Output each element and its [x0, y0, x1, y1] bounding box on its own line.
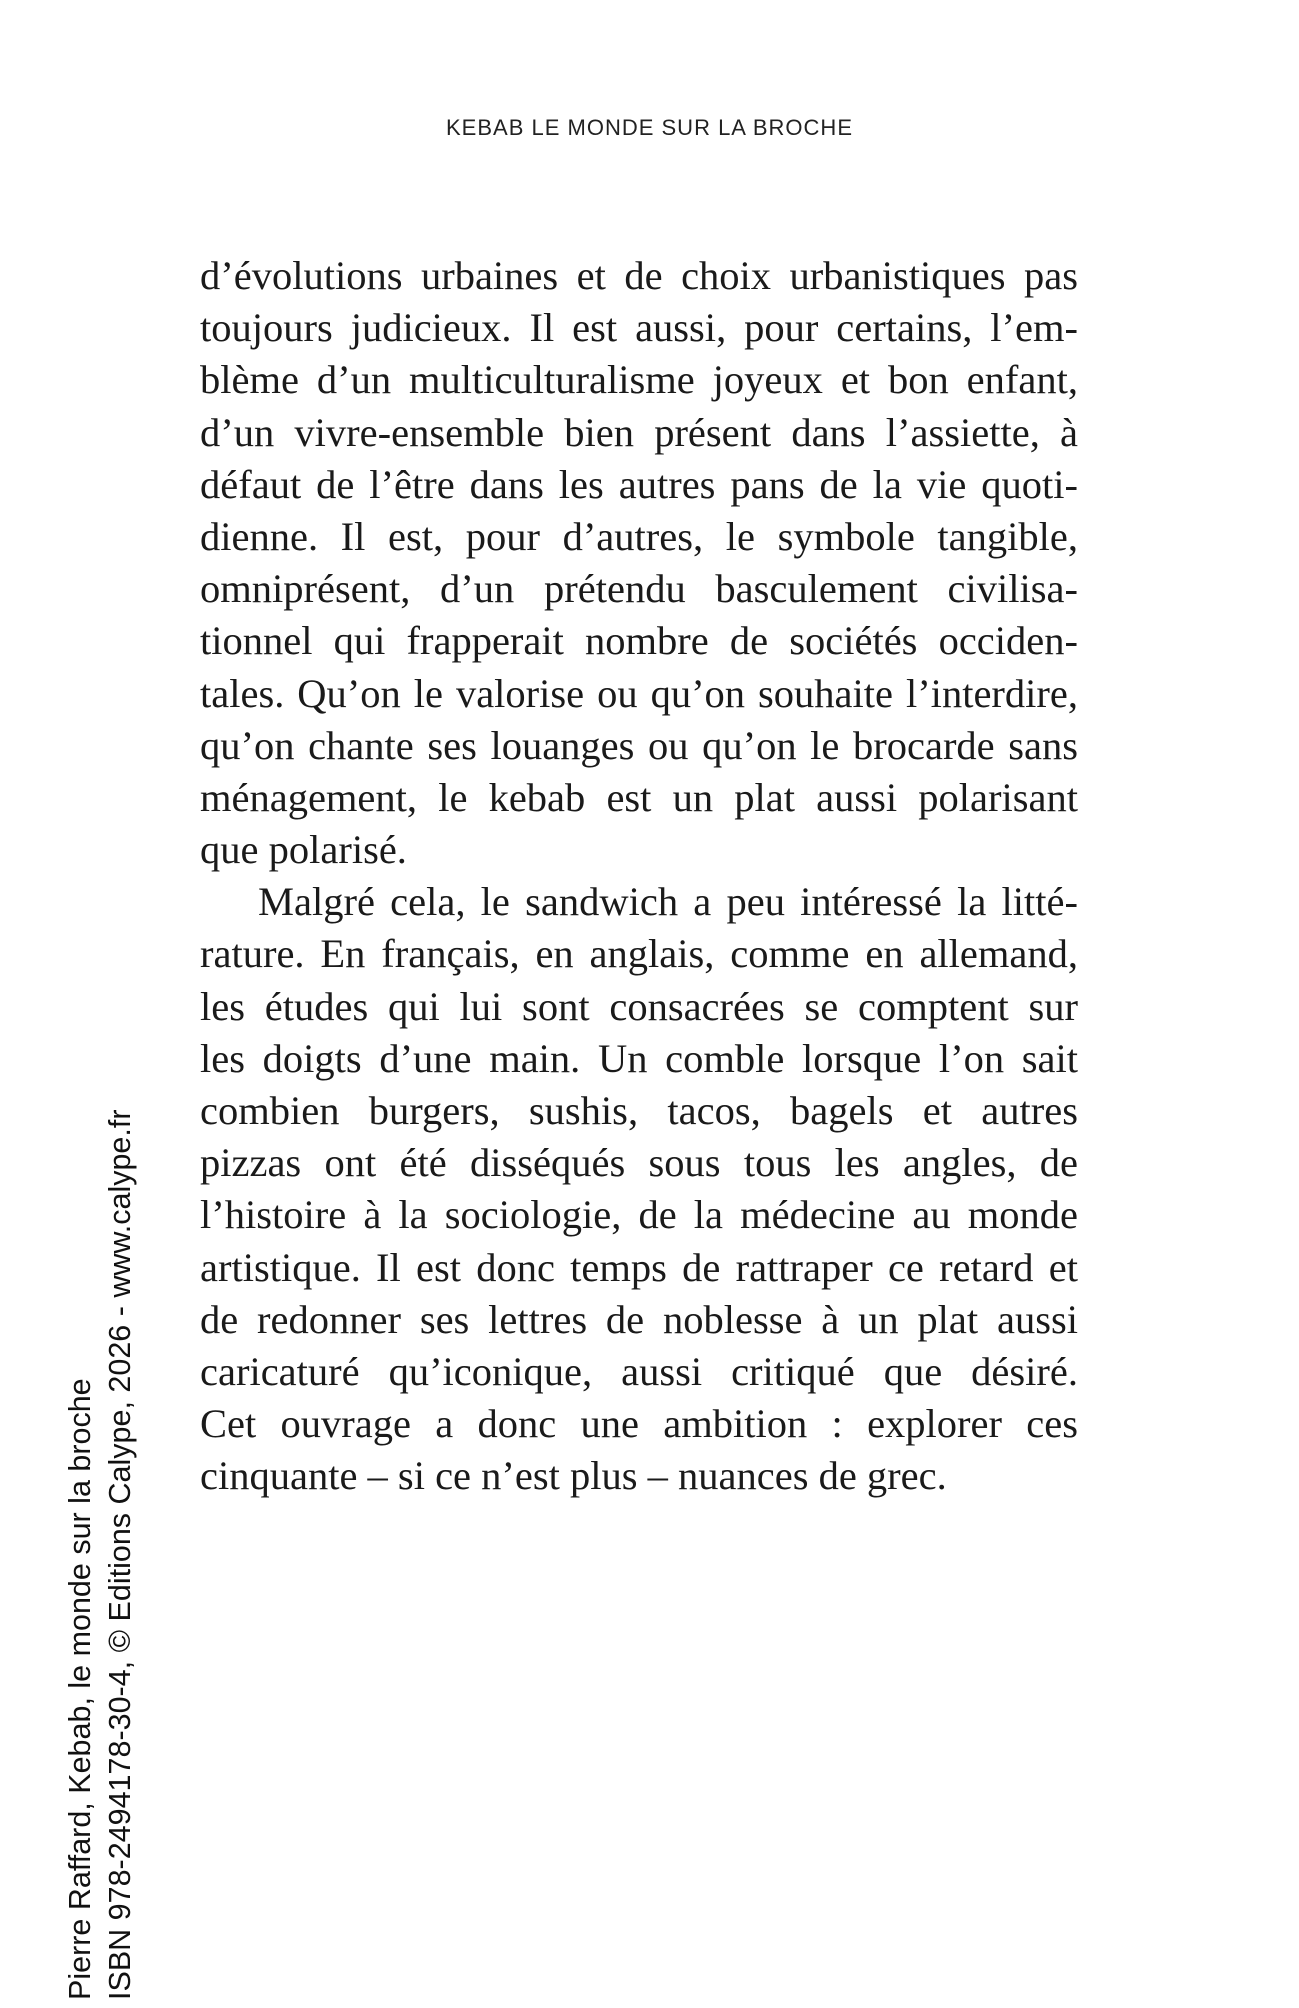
side-credit	[60, 1109, 140, 2000]
text-line: blème d’un multiculturalisme joyeux et bon enfant,	[200, 357, 1078, 403]
text-line: d’évolutions urbaines et de choix urbanistiques pas	[200, 253, 1078, 298]
text-line: rature. En français, en anglais, comme en allemand,	[200, 931, 1078, 977]
text-line: tales. Qu’on le valorise ou qu’on souhaite l’interdire,	[200, 670, 1078, 716]
text-line: ménagement, le kebab est un plat aussi polarisant	[200, 774, 1078, 820]
paragraph-2	[200, 876, 1078, 1502]
text-line: que polarisé.	[200, 827, 407, 873]
text-line: cinquante – si ce n’est plus – nuances de grec.	[200, 1453, 947, 1499]
text-line: défaut de l’être dans les autres pans de la vie quoti-	[200, 461, 1078, 507]
text-line: qu’on chante ses louanges ou qu’on le brocarde sans	[200, 722, 1078, 768]
text-line: pizzas ont été disséqués sous tous les angles, de	[200, 1140, 1078, 1186]
text-line: les doigts d’une main. Un comble lorsque l’on sait	[200, 1035, 1078, 1081]
text-line: caricaturé qu’iconique, aussi critiqué que désiré.	[200, 1348, 1078, 1394]
text-line: l’histoire à la sociologie, de la médecine au monde	[200, 1192, 1078, 1238]
text-line: d’un vivre-ensemble bien présent dans l’assiette, à	[200, 409, 1078, 455]
text-line: toujours judicieux. Il est aussi, pour certains, l’em-	[200, 305, 1078, 351]
text-line: artistique. Il est donc temps de rattraper ce retard et	[200, 1244, 1078, 1290]
paragraph-1	[200, 250, 1078, 876]
text-line: dienne. Il est, pour d’autres, le symbole tangible,	[200, 513, 1078, 559]
body-text	[200, 250, 1078, 1503]
text-line: combien burgers, sushis, tacos, bagels et autres	[200, 1088, 1078, 1133]
text-line: Cet ouvrage a donc une ambition : explorer ces	[200, 1401, 1078, 1447]
side-credit-line-2: ISBN 978-2494178-30-4, © Editions Calype, 2026 - www.calype.fr	[103, 1109, 137, 2000]
side-credit-line-1: Pierre Raffard, Kebab, le monde sur la broche	[63, 1378, 97, 2000]
text-line: omniprésent, d’un prétendu basculement civilisa-	[200, 566, 1078, 612]
text-line: tionnel qui frapperait nombre de sociétés occiden-	[200, 618, 1078, 664]
text-line: de redonner ses lettres de noblesse à un plat aussi	[200, 1296, 1078, 1342]
text-line: Malgré cela, le sandwich a peu intéressé la litté-	[258, 879, 1078, 925]
text-line: les études qui lui sont consacrées se comptent sur	[200, 983, 1078, 1029]
running-head: KEBAB LE MONDE SUR LA BROCHE	[446, 115, 853, 140]
